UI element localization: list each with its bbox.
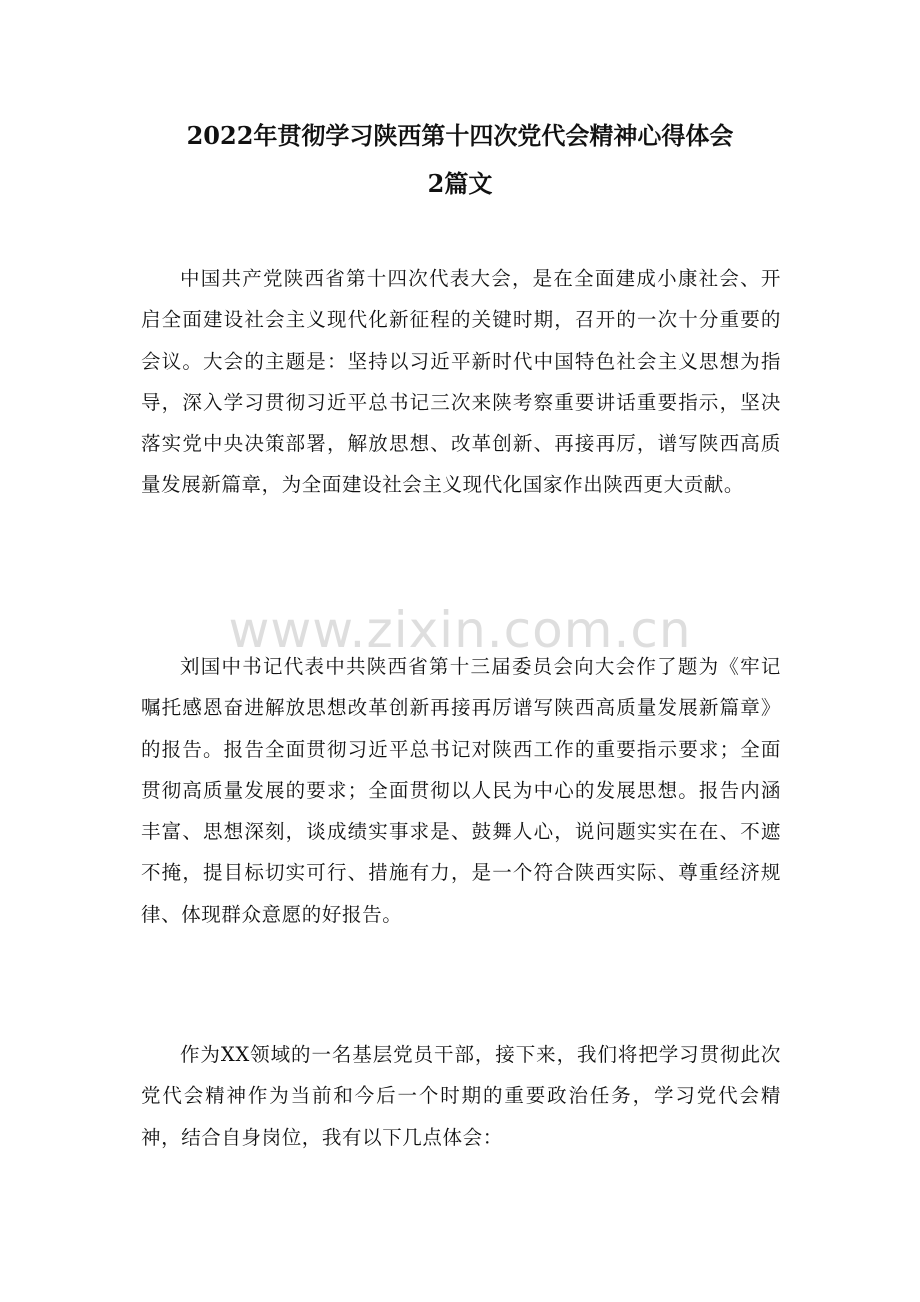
watermark: www.zixin.com.cn (228, 601, 692, 659)
document-title-line2: 2篇文 (427, 169, 493, 198)
document-title-line1: 2022年贯彻学习陕西第十四次党代会精神心得体会 (186, 121, 734, 150)
paragraph-1: 中国共产党陕西省第十四次代表大会，是在全面建成小康社会、开启全面建设社会主义现代化新征程的关键时期，召开的一次十分重要的会议。大会的主题是：坚持以习近平新时代中国特色社会主义思想为指导，深入学习贯彻习近平总书记三次来陕考察重要讲话重要指示，坚决落实党中央决策部署，解放思想、改革创新、再接再厉，谱写陕西高质量发展新篇章，为全面建设社会主义现代化国家作出陕西更大贡献。 (141, 267, 781, 497)
paragraph-2: 刘国中书记代表中共陕西省第十三届委员会向大会作了题为《牢记嘱托感恩奋进解放思想改革创新再接再厉谱写陕西高质量发展新篇章》的报告。报告全面贯彻习近平总书记对陕西工作的重要指示要求；全面贯彻高质量发展的要求；全面贯彻以人民为中心的发展思想。报告内涵丰富、思想深刻，谈成绩实事求是、鼓舞人心，说问题实实在在、不遮不掩，提目标切实可行、措施有力，是一个符合陕西实际、尊重经济规律、体现群众意愿的好报告。 (141, 655, 781, 926)
paragraph-3: 作为XX领域的一名基层党员干部，接下来，我们将把学习贯彻此次党代会精神作为当前和今后一个时期的重要政治任务，学习党代会精神，结合自身岗位，我有以下几点体会： (141, 1043, 781, 1149)
